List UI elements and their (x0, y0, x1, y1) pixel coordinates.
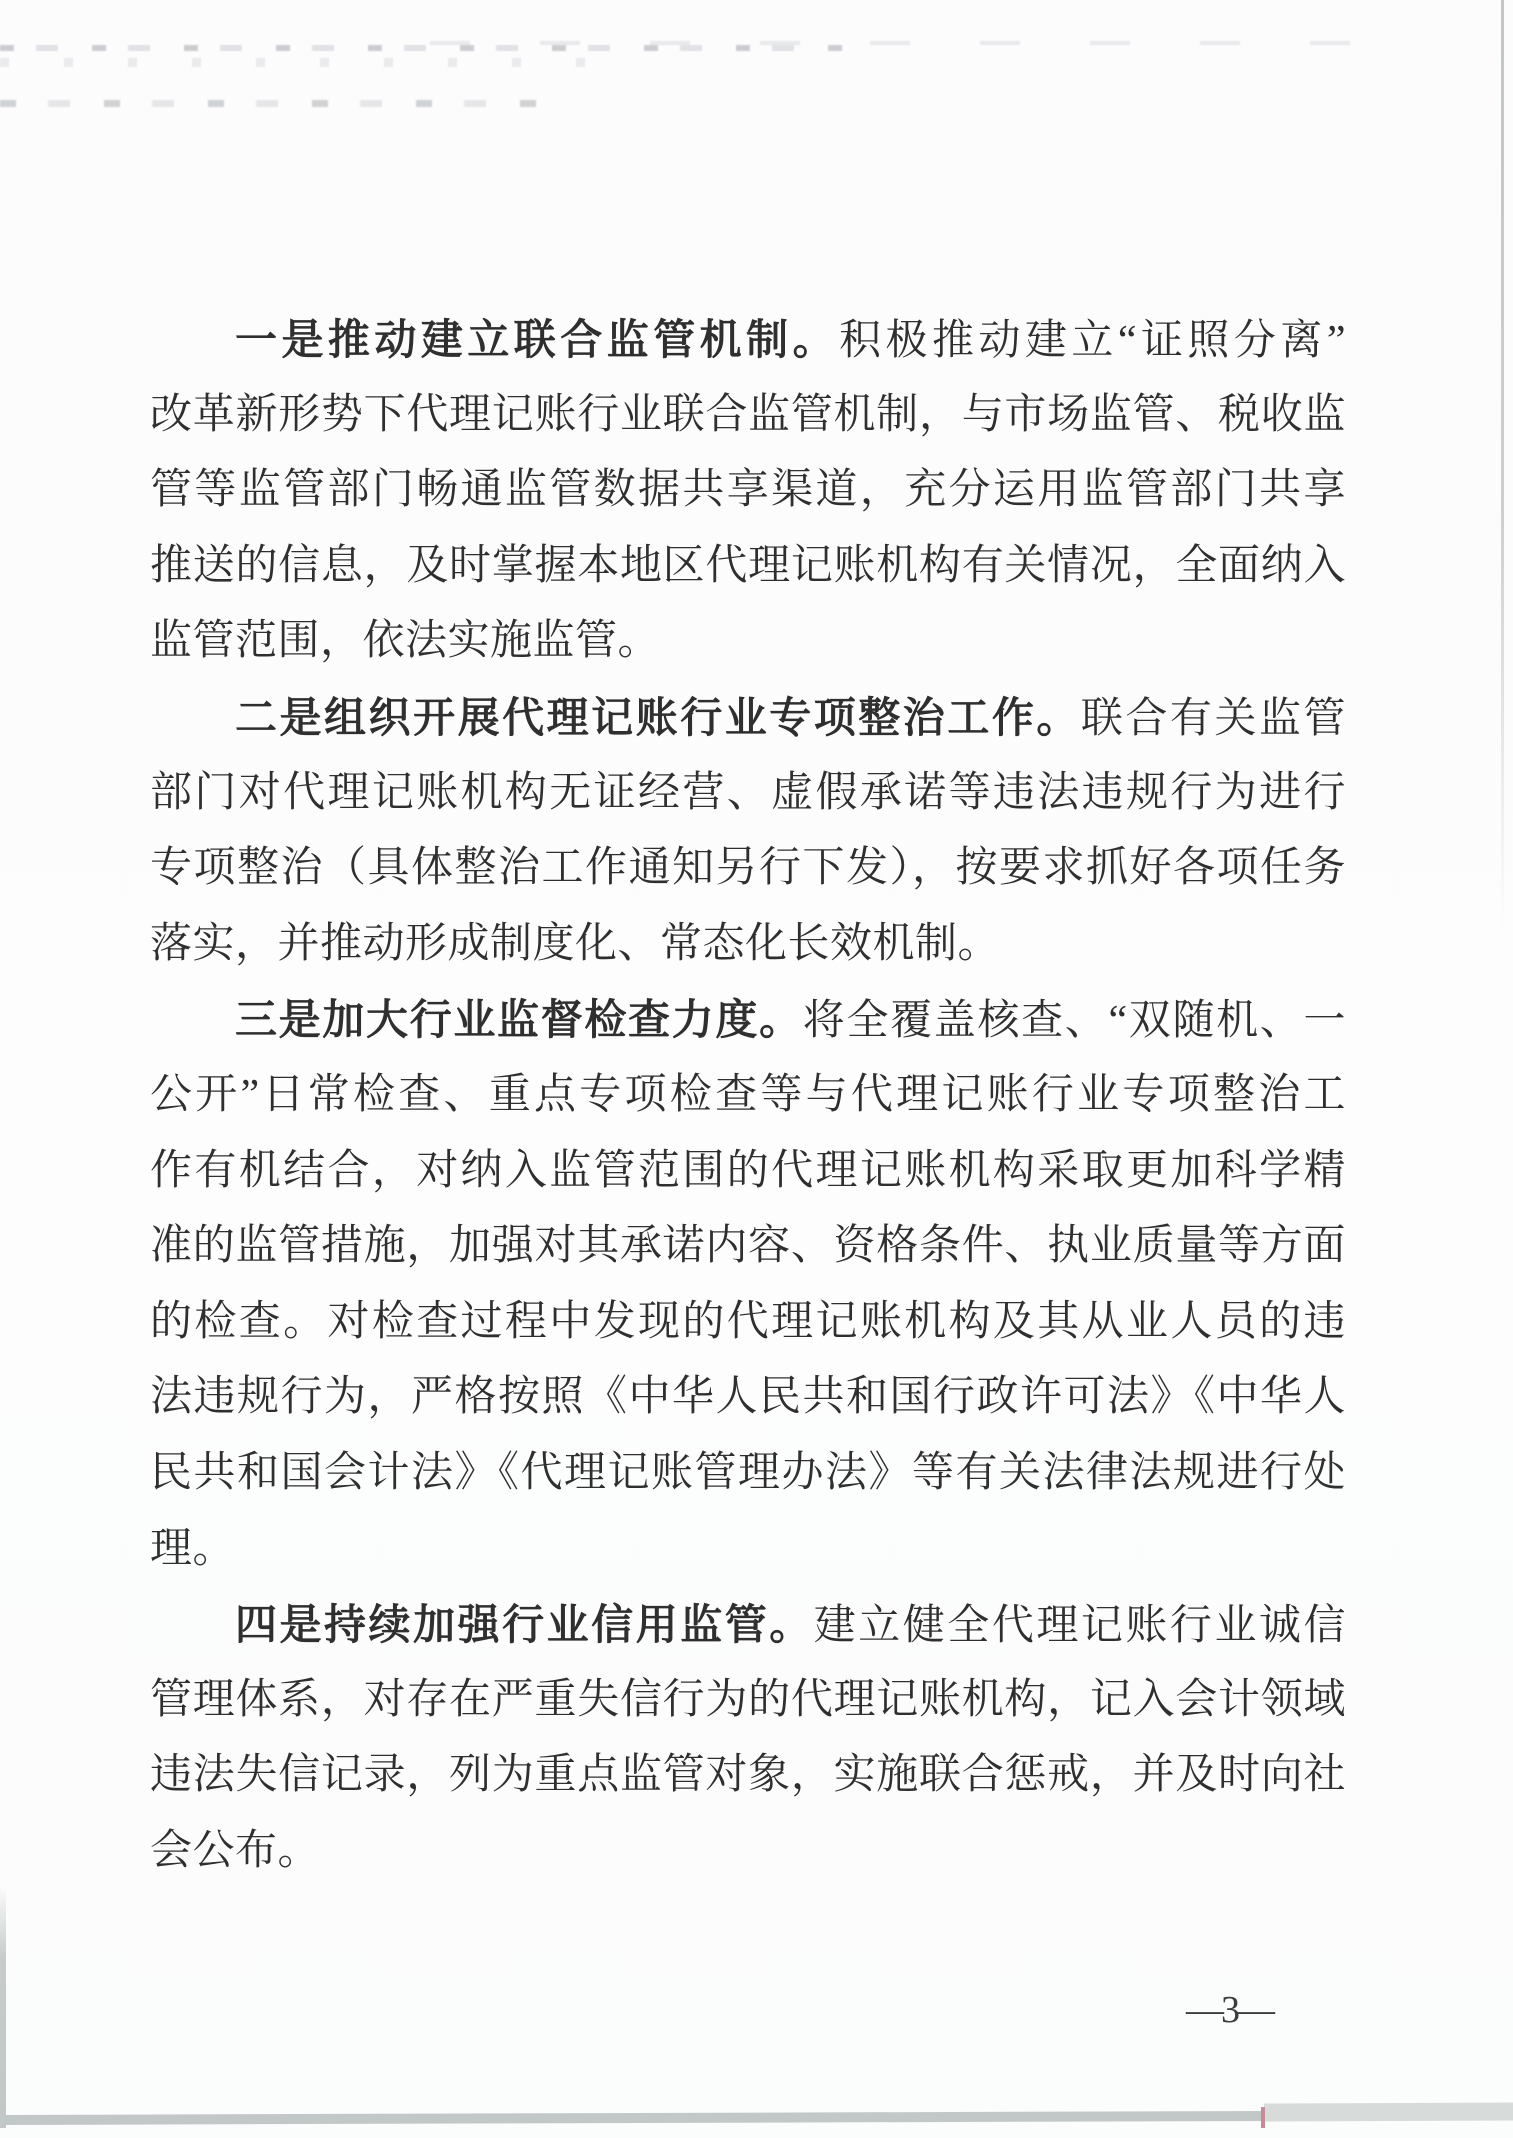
page-edge-line-left (0, 1886, 6, 2128)
text-line (150, 982, 1346, 1058)
text-line (150, 453, 1346, 529)
text-line (150, 302, 1346, 378)
text-line (150, 1738, 1346, 1814)
line-text: 落实，并推动形成制度化、常态化长效机制。 (150, 920, 1001, 967)
text-line (150, 1209, 1346, 1285)
line-text: 作有机结合，对纳入监管范围的代理记账机构采取更加科学精 (150, 1147, 1346, 1194)
line-text: 法违规行为，严格按照《中华人民共和国行政许可法》《中华人 (150, 1374, 1346, 1421)
line-text: 积极推动建立“证照分离” (839, 318, 1346, 364)
line-text: 公开”日常检查、重点专项检查等与代理记账行业专项整治工 (150, 1071, 1346, 1118)
scan-smudge-top-2 (430, 41, 1390, 45)
line-text: 准的监管措施，加强对其承诺内容、资格条件、执业质量等方面 (150, 1223, 1346, 1270)
paragraph-lead: 三是加大行业监督检查力度。 (235, 996, 803, 1044)
line-text: 监管范围，依法实施监管。 (150, 618, 661, 665)
scan-pink-tick (1261, 2107, 1265, 2128)
text-line (150, 1814, 1346, 1890)
text-line (150, 1360, 1346, 1436)
line-text: 理。 (150, 1525, 236, 1572)
line-text: 改革新形势下代理记账行业联合监管机制，与市场监管、税收监 (150, 391, 1346, 438)
text-line (150, 907, 1346, 983)
line-text: 部门对代理记账机构无证经营、虚假承诺等违法违规行为进行 (150, 769, 1346, 816)
line-text: 建立健全代理记账行业诚信 (813, 1603, 1346, 1650)
scan-smudge-top-3 (0, 58, 640, 67)
text-line (150, 756, 1346, 832)
text-line (150, 1663, 1346, 1739)
line-text: 推送的信息，及时掌握本地区代理记账机构有关情况，全面纳入 (150, 542, 1346, 589)
text-line (150, 831, 1346, 907)
scan-band-bottom-right (1264, 2102, 1513, 2121)
document-body (150, 302, 1346, 1889)
text-line (150, 1436, 1346, 1512)
paragraph-lead: 二是组织开展代理记账行业专项整治工作。 (235, 693, 1081, 741)
scan-band-bottom-left (0, 2111, 1270, 2125)
page-number: —3— (1186, 1989, 1272, 2031)
text-line (150, 529, 1346, 605)
text-line (150, 1587, 1346, 1663)
page-edge-line-right (1501, 0, 1504, 930)
text-line (150, 1134, 1346, 1210)
text-line (150, 1285, 1346, 1361)
line-text: 的检查。对检查过程中发现的代理记账机构及其从业人员的违 (150, 1298, 1346, 1345)
line-text: 将全覆盖核查、“双随机、一 (802, 998, 1346, 1045)
text-line (150, 680, 1346, 756)
paragraph-lead: 一是推动建立联合监管机制。 (235, 316, 840, 363)
line-text: 联合有关监管 (1080, 695, 1346, 742)
text-line (150, 604, 1346, 680)
paragraph-lead: 四是持续加强行业信用监管。 (235, 1601, 814, 1649)
line-text: 专项整治（具体整治工作通知另行下发），按要求抓好各项任务 (150, 845, 1346, 892)
line-text: 管等监管部门畅通监管数据共享渠道，充分运用监管部门共享 (150, 467, 1346, 514)
scan-smudge-top-4 (0, 100, 545, 107)
line-text: 管理体系，对存在严重失信行为的代理记账机构，记入会计领域 (150, 1676, 1346, 1723)
text-line (150, 378, 1346, 454)
text-line (150, 1512, 1346, 1588)
line-text: 违法失信记录，列为重点监管对象，实施联合惩戒，并及时向社 (150, 1752, 1346, 1799)
line-text: 民共和国会计法》《代理记账管理办法》等有关法律法规进行处 (150, 1449, 1346, 1496)
scan-smudge-top-1 (0, 45, 860, 51)
text-line (150, 1058, 1346, 1134)
line-text: 会公布。 (150, 1827, 321, 1874)
